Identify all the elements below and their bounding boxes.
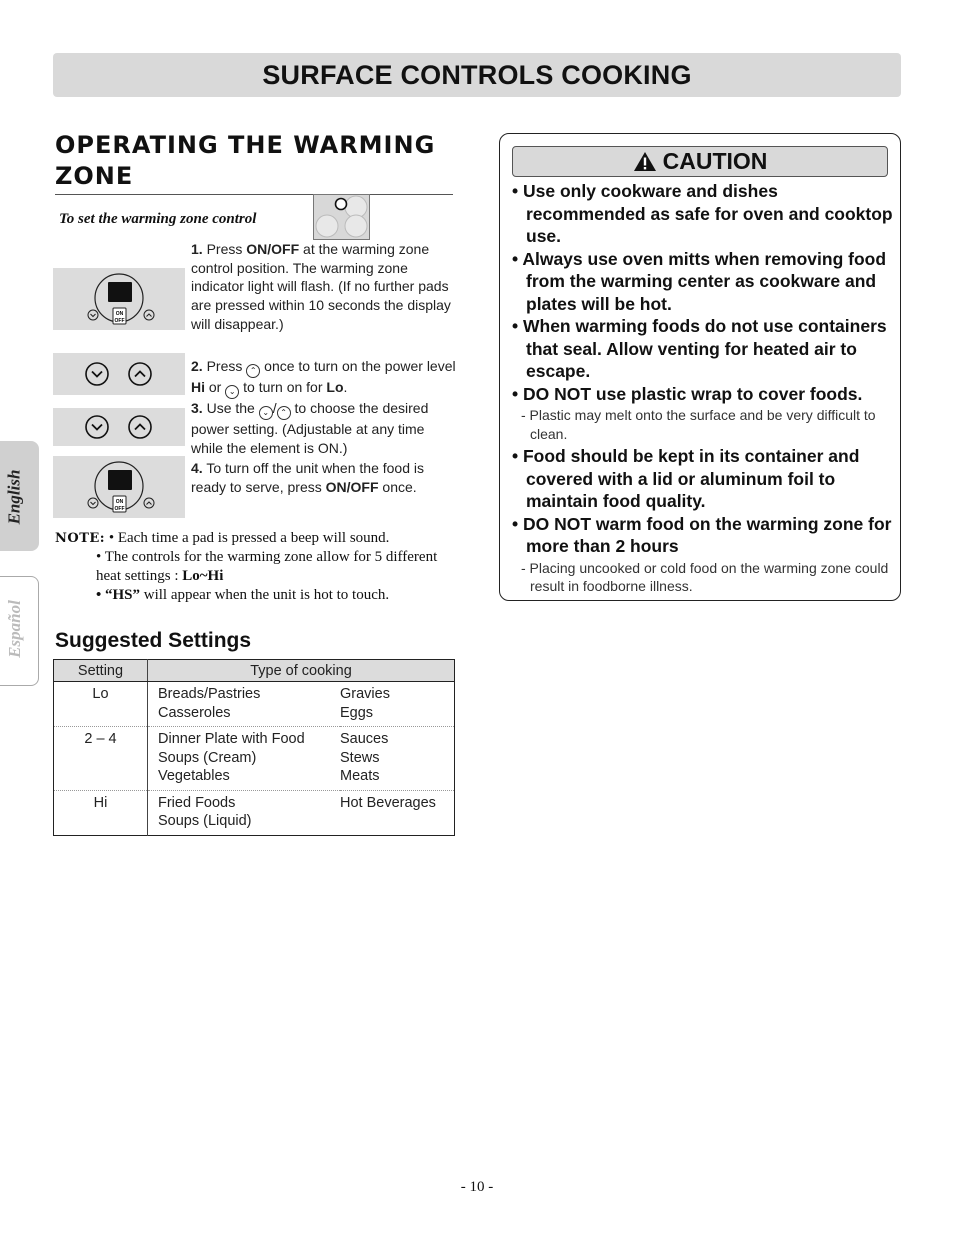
chevron-up-icon: ⌃	[277, 406, 291, 420]
col-header-type: Type of cooking	[148, 660, 455, 682]
setting-cell: 2 – 4	[54, 727, 148, 791]
step-bold: ON/OFF	[325, 478, 379, 495]
step-text: Press	[206, 241, 247, 257]
warming-zone-icon	[313, 194, 370, 240]
food-cell	[148, 682, 341, 727]
caution-title: CAUTION	[662, 148, 768, 174]
table-row	[54, 727, 455, 791]
food-item: Vegetables	[158, 768, 230, 784]
control-panel-illustration-1	[53, 268, 185, 330]
control-panel-illustration-2	[53, 353, 185, 395]
food-item: Dinner Plate with Food	[158, 731, 305, 747]
caution-subnote: - Plastic may melt onto the surface and be very difficult to clean.	[521, 407, 876, 442]
step-3: 3. Use the ⌄ / ⌃ to choose the desired power setting. (Adjustable at any time while the element is ON.)	[191, 400, 429, 456]
caution-item: • Always use oven mitts when removing food from the warming center as cookware and plates will be hot.	[512, 248, 887, 314]
section-subtitle: To set the warming zone control	[59, 211, 257, 227]
food-item: Breads/Pastries	[158, 686, 261, 702]
food-item: Eggs	[340, 704, 374, 721]
control-panel-illustration-3	[53, 408, 185, 446]
step-number: 2.	[191, 358, 203, 374]
step-extra: (If no further pads are pressed within 10 seconds the display will disappear.)	[191, 278, 451, 332]
caution-item: • Use only cookware and dishes recommended as safe for oven and cooktop use.	[512, 181, 893, 246]
food-item: Stews	[340, 749, 380, 766]
on-label: ON	[115, 311, 124, 317]
note-line-1: • Each time a pad is pressed a beep will sound.	[108, 530, 390, 546]
note-bold: Lo~Hi	[182, 568, 224, 584]
control-panel-illustration-4	[53, 456, 185, 518]
caution-item: • When warming foods do not use containers that seal. Allow venting for heated air to escape.	[512, 316, 887, 381]
setting-cell: Lo	[54, 682, 148, 727]
step-bold: Hi	[191, 379, 205, 395]
food-item: Soups (Liquid)	[158, 813, 252, 829]
page-number: - 10 -	[460, 1179, 494, 1195]
note-block	[55, 529, 455, 605]
step-text: at the warming zone control position. The warming zone indicator light will flash.	[191, 241, 430, 295]
caution-item: • DO NOT warm food on the warming zone for more than 2 hours	[512, 513, 892, 556]
step-text: to choose the desired power setting. (Adjustable at any time while the element is ON.)	[191, 400, 429, 456]
table-row	[54, 682, 455, 727]
caution-subnote: - Placing uncooked or cold food on the warming zone could result in foodborne illness.	[521, 559, 889, 594]
note-line-3	[55, 586, 455, 605]
step-1	[191, 240, 459, 334]
food-cell	[148, 727, 341, 791]
step-4	[191, 459, 459, 496]
step-text: Press	[206, 358, 247, 374]
caution-item: • DO NOT use plastic wrap to cover foods.	[512, 383, 863, 404]
step-text: once.	[378, 478, 417, 495]
setting-cell: Hi	[54, 790, 148, 835]
food-cell	[340, 727, 455, 791]
food-item: Sauces	[340, 731, 389, 747]
on-label: ON	[115, 499, 124, 505]
note-text: will appear when the unit is hot to touch.	[140, 587, 390, 603]
chevron-down-icon: ⌄	[225, 385, 239, 399]
step-text: to turn on for	[239, 379, 327, 395]
step-text: once to turn on the power level	[260, 358, 456, 374]
off-label: OFF	[114, 318, 125, 324]
food-item: Gravies	[340, 686, 390, 702]
food-item: Hot Beverages	[340, 794, 436, 811]
step-number: 4.	[191, 460, 203, 476]
warning-icon	[633, 151, 657, 172]
tab-espanol[interactable]	[0, 576, 39, 686]
step-bold: ON/OFF	[246, 241, 300, 257]
step-2	[191, 357, 459, 399]
suggested-settings-table	[53, 659, 455, 836]
chevron-down-icon: ⌄	[259, 406, 273, 420]
caution-item: • Food should be kept in its container and covered with a lid or aluminum foil to maintain food quality.	[512, 446, 860, 511]
food-item: Casseroles	[158, 704, 231, 721]
step-text: Use the	[206, 400, 259, 416]
suggested-settings-title: Suggested Settings	[55, 629, 252, 652]
caution-header	[512, 146, 888, 177]
food-item: Soups (Cream)	[158, 749, 257, 766]
note-text: • The controls for the warming zone allow for 5 different heat settings :	[96, 549, 438, 584]
food-cell	[340, 682, 455, 727]
step-number: 3.	[191, 400, 203, 416]
page-header	[53, 53, 901, 97]
food-item: Meats	[340, 768, 380, 784]
tab-espanol-label: Español	[4, 600, 24, 658]
note-line-2	[55, 548, 455, 586]
tab-english-label: English	[4, 469, 24, 525]
food-item: Fried Foods	[158, 794, 236, 811]
caution-list	[512, 180, 894, 598]
note-label: NOTE:	[55, 531, 106, 546]
tab-english[interactable]	[0, 441, 39, 551]
section-title: OPERATING THE WARMING ZONE	[55, 130, 453, 195]
table-row	[54, 790, 455, 835]
step-number: 1.	[191, 241, 203, 257]
food-cell	[148, 790, 341, 835]
note-bold: • “HS”	[96, 587, 141, 603]
col-header-setting: Setting	[54, 660, 148, 682]
caution-box	[499, 133, 901, 601]
page-title: SURFACE CONTROLS COOKING	[262, 59, 692, 90]
chevron-up-icon: ⌃	[246, 364, 260, 378]
step-text: To turn off the unit when the food is ready to serve, press	[191, 460, 424, 495]
food-cell	[340, 790, 455, 835]
step-text: .	[343, 379, 348, 395]
off-label: OFF	[114, 506, 125, 512]
step-text: or	[205, 379, 226, 395]
step-bold: Lo	[326, 379, 344, 395]
